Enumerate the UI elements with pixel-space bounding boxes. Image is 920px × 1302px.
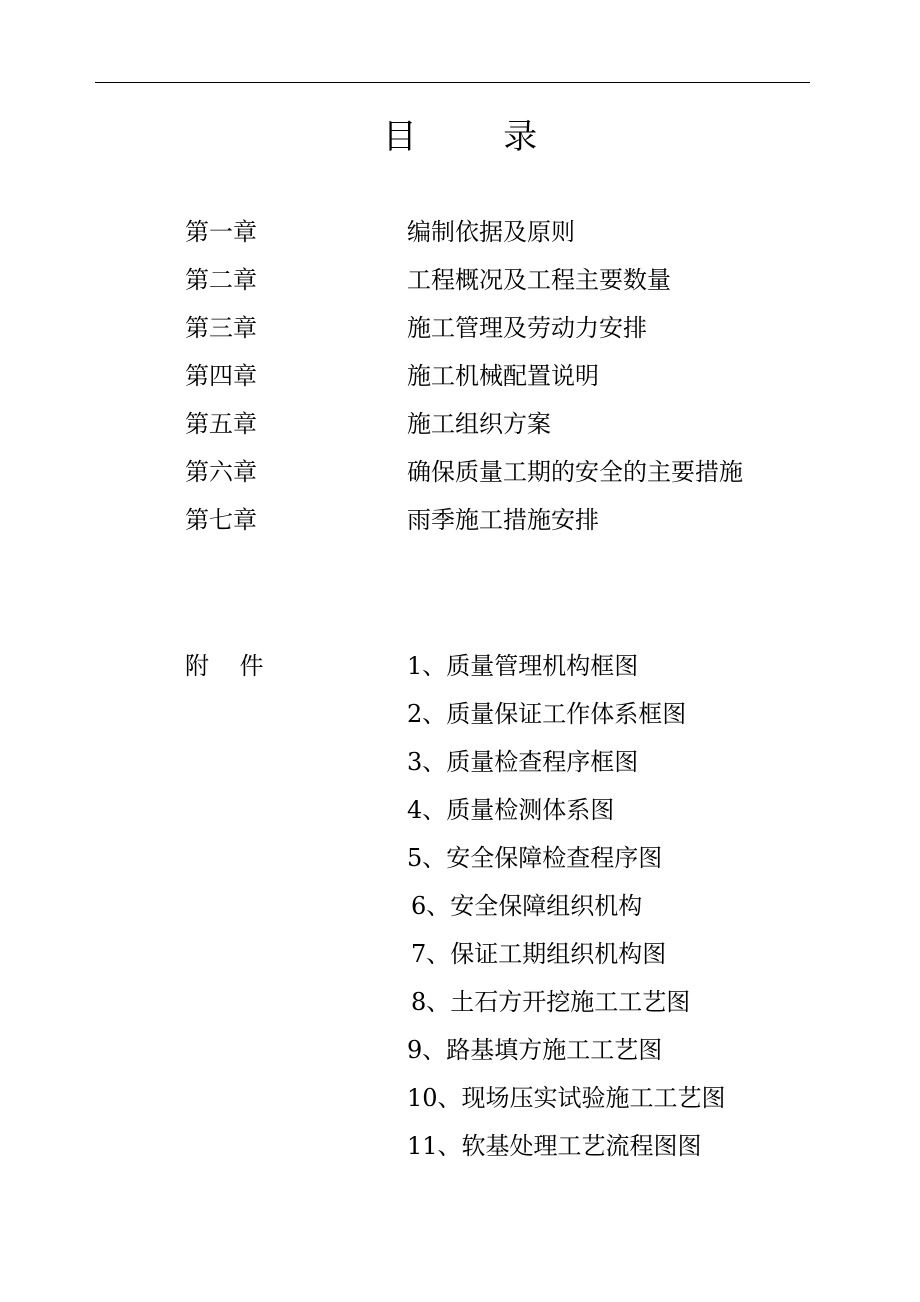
toc-chapter-5[interactable] (0, 404, 920, 444)
attachment-title: 5、安全保障检查程序图 (407, 844, 663, 872)
toc-attachment-11[interactable] (0, 1126, 920, 1166)
chapter-label: 第二章 (185, 266, 257, 294)
chapter-title: 施工机械配置说明 (407, 362, 599, 390)
attachment-title: 1、质量管理机构框图 (407, 652, 639, 680)
toc-attachment-6[interactable] (0, 886, 920, 926)
chapter-label: 第一章 (185, 218, 257, 246)
toc-chapter-2[interactable] (0, 260, 920, 300)
toc-attachment-2[interactable] (0, 694, 920, 734)
toc-chapter-6[interactable] (0, 452, 920, 492)
attachment-title: 8、土石方开挖施工工艺图 (411, 988, 691, 1016)
chapter-title: 编制依据及原则 (407, 218, 575, 246)
attachments-label: 附 件 (185, 652, 264, 680)
chapter-title: 雨季施工措施安排 (407, 506, 599, 534)
toc-attachment-9[interactable] (0, 1030, 920, 1070)
chapter-label: 第五章 (185, 410, 257, 438)
toc-attachment-8[interactable] (0, 982, 920, 1022)
chapter-title: 确保质量工期的安全的主要措施 (407, 458, 743, 486)
chapter-title: 施工管理及劳动力安排 (407, 314, 647, 342)
page-title: 目 录 (382, 117, 538, 157)
attachment-title: 3、质量检查程序框图 (407, 748, 639, 776)
toc-attachment-7[interactable] (0, 934, 920, 974)
toc-chapter-7[interactable] (0, 500, 920, 540)
toc-attachment-1[interactable] (0, 646, 920, 686)
toc-chapter-1[interactable] (0, 212, 920, 252)
attachment-title: 6、安全保障组织机构 (411, 892, 643, 920)
chapter-label: 第六章 (185, 458, 257, 486)
toc-chapter-3[interactable] (0, 308, 920, 348)
chapter-label: 第七章 (185, 506, 257, 534)
chapter-label: 第四章 (185, 362, 257, 390)
attachment-title: 10、现场压实试验施工工艺图 (407, 1084, 726, 1112)
chapter-title: 施工组织方案 (407, 410, 551, 438)
attachment-title: 7、保证工期组织机构图 (411, 940, 667, 968)
chapter-title: 工程概况及工程主要数量 (407, 266, 671, 294)
toc-chapter-4[interactable] (0, 356, 920, 396)
toc-attachment-10[interactable] (0, 1078, 920, 1118)
toc-attachment-4[interactable] (0, 790, 920, 830)
attachment-title: 9、路基填方施工工艺图 (407, 1036, 663, 1064)
chapter-label: 第三章 (185, 314, 257, 342)
toc-attachment-5[interactable] (0, 838, 920, 878)
attachment-title: 4、质量检测体系图 (407, 796, 615, 824)
toc-attachment-3[interactable] (0, 742, 920, 782)
attachment-title: 11、软基处理工艺流程图图 (407, 1132, 702, 1160)
attachment-title: 2、质量保证工作体系框图 (407, 700, 687, 728)
